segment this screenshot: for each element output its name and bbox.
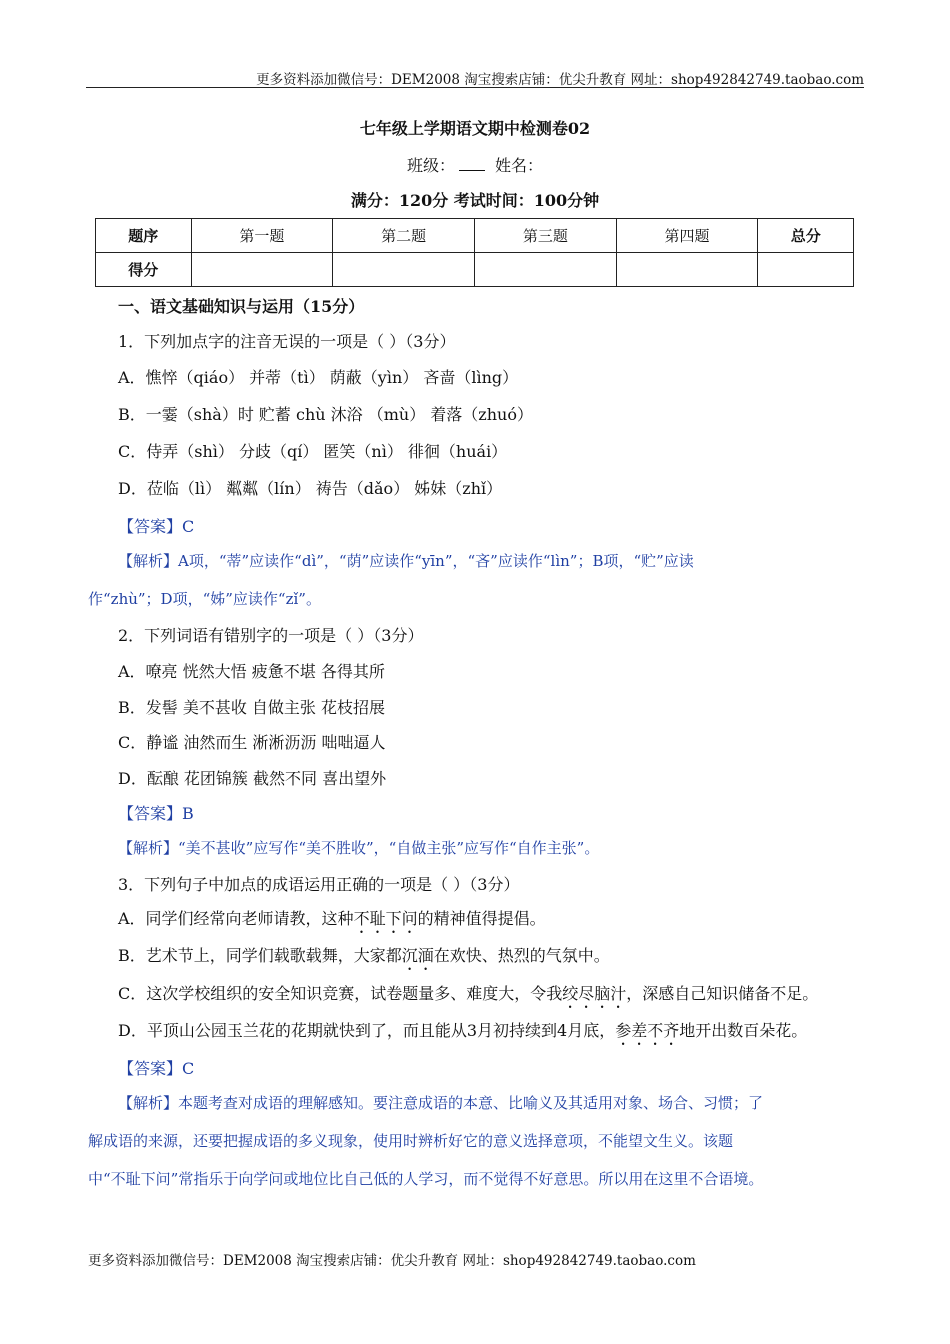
score-header-cell: 第一题 (191, 219, 333, 253)
score-row-label: 得分 (96, 253, 192, 287)
page-footer: 更多资料添加微信号：DEM2008 淘宝搜索店铺：优尖升教育 网址：shop492842749.taobao.com (88, 1253, 696, 1269)
q3-option-b: B．艺术节上，同学们载歌载舞，大家都沉湎在欢快、热烈的气氛中。 (118, 946, 610, 965)
q2-option-b: B．发髻 美不甚收 自做主张 花枝招展 (118, 698, 386, 717)
score-header-cell: 题序 (96, 219, 192, 253)
q3-stem: 3．下列句子中加点的成语运用正确的一项是（ ）（3分） (118, 875, 520, 894)
q3-explanation-line: 【解析】本题考查对成语的理解感知。要注意成语的本意、比喻义及其适用对象、场合、习惯；了 (118, 1094, 764, 1112)
q1-option-c: C．侍弄（shì） 分歧（qí） 匿笑（nì） 徘徊（huái） (118, 442, 508, 461)
dotted-idiom: 不耻下问 (353, 909, 418, 928)
score-cell[interactable] (191, 253, 333, 287)
q1-option-d: D．莅临（lì） 粼粼（lín） 祷告（dǎo） 姊妹（zhǐ） (118, 479, 503, 498)
q1-explanation-line: 【解析】A项，“蒂”应读作“dì”，“荫”应读作“yīn”，“吝”应读作“lìn”；B项，“贮”应读 (118, 552, 694, 570)
section-title: 一、语文基础知识与运用（15分） (118, 297, 365, 316)
exam-meta: 满分：120分 考试时间：100分钟 (350, 191, 600, 210)
q2-option-c: C．静谧 油然而生 淅淅沥沥 咄咄逼人 (118, 733, 386, 752)
score-header-cell: 第二题 (333, 219, 475, 253)
q1-option-b: B．一霎（shà）时 贮蓄 chù 沐浴 （mù） 着落（zhuó） (118, 405, 533, 424)
score-cell[interactable] (758, 253, 854, 287)
score-header-cell: 总分 (758, 219, 854, 253)
class-blank (459, 156, 485, 171)
dotted-idiom: 沉湎 (401, 946, 434, 965)
q3-option-a: A．同学们经常向老师请教，这种不耻下问的精神值得提倡。 (118, 909, 546, 928)
name-label: 姓名： (495, 156, 544, 175)
q2-answer: 【答案】B (118, 804, 194, 823)
student-info (0, 153, 950, 176)
page-header: 更多资料添加微信号：DEM2008 淘宝搜索店铺：优尖升教育 网址：shop492842749.taobao.com (256, 72, 864, 88)
score-header-cell: 第三题 (474, 219, 616, 253)
header-divider (86, 87, 864, 88)
score-table-score-row (96, 253, 854, 287)
dotted-idiom: 绞尽脑汁 (562, 984, 627, 1003)
dotted-idiom: 参差不齐 (615, 1021, 680, 1040)
q1-answer: 【答案】C (118, 517, 195, 536)
score-cell[interactable] (616, 253, 758, 287)
q2-option-a: A．嘹亮 恍然大悟 疲惫不堪 各得其所 (118, 662, 385, 681)
q1-explanation-line: 作“zhù”；D项，“姊”应读作“zǐ”。 (88, 590, 321, 608)
q3-explanation-line: 中“不耻下问”常指乐于向学问或地位比自己低的人学习，而不觉得不好意思。所以用在这里不合语境。 (88, 1170, 764, 1188)
q2-explanation: 【解析】“美不甚收”应写作“美不胜收”，“自做主张”应写作“自作主张”。 (118, 839, 600, 857)
q2-stem: 2．下列词语有错别字的一项是（ ）（3分） (118, 626, 424, 645)
q2-option-d: D．酝酿 花团锦簇 截然不同 喜出望外 (118, 769, 387, 788)
q3-answer: 【答案】C (118, 1059, 195, 1078)
exam-title: 七年级上学期语文期中检测卷02 (359, 119, 591, 138)
score-cell[interactable] (333, 253, 475, 287)
score-table (95, 218, 854, 287)
score-table-header-row (96, 219, 854, 253)
q1-stem: 1．下列加点字的注音无误的一项是（ ）（3分） (118, 332, 456, 351)
q3-explanation-line: 解成语的来源，还要把握成语的多义现象，使用时辨析好它的意义选择意项，不能望文生义。该题 (88, 1132, 734, 1150)
q1-option-a: A．憔悴（qiáo） 并蒂（tì） 荫蔽（yìn） 吝啬（lìng） (118, 368, 519, 387)
score-cell[interactable] (474, 253, 616, 287)
q3-option-c: C．这次学校组织的安全知识竞赛，试卷题量多、难度大，令我绞尽脑汁，深感自己知识储备不足。 (118, 984, 819, 1003)
score-header-cell: 第四题 (616, 219, 758, 253)
q3-option-d: D．平顶山公园玉兰花的花期就快到了，而且能从3月初持续到4月底，参差不齐地开出数百朵花。 (118, 1021, 808, 1040)
class-label: 班级： (406, 156, 455, 175)
